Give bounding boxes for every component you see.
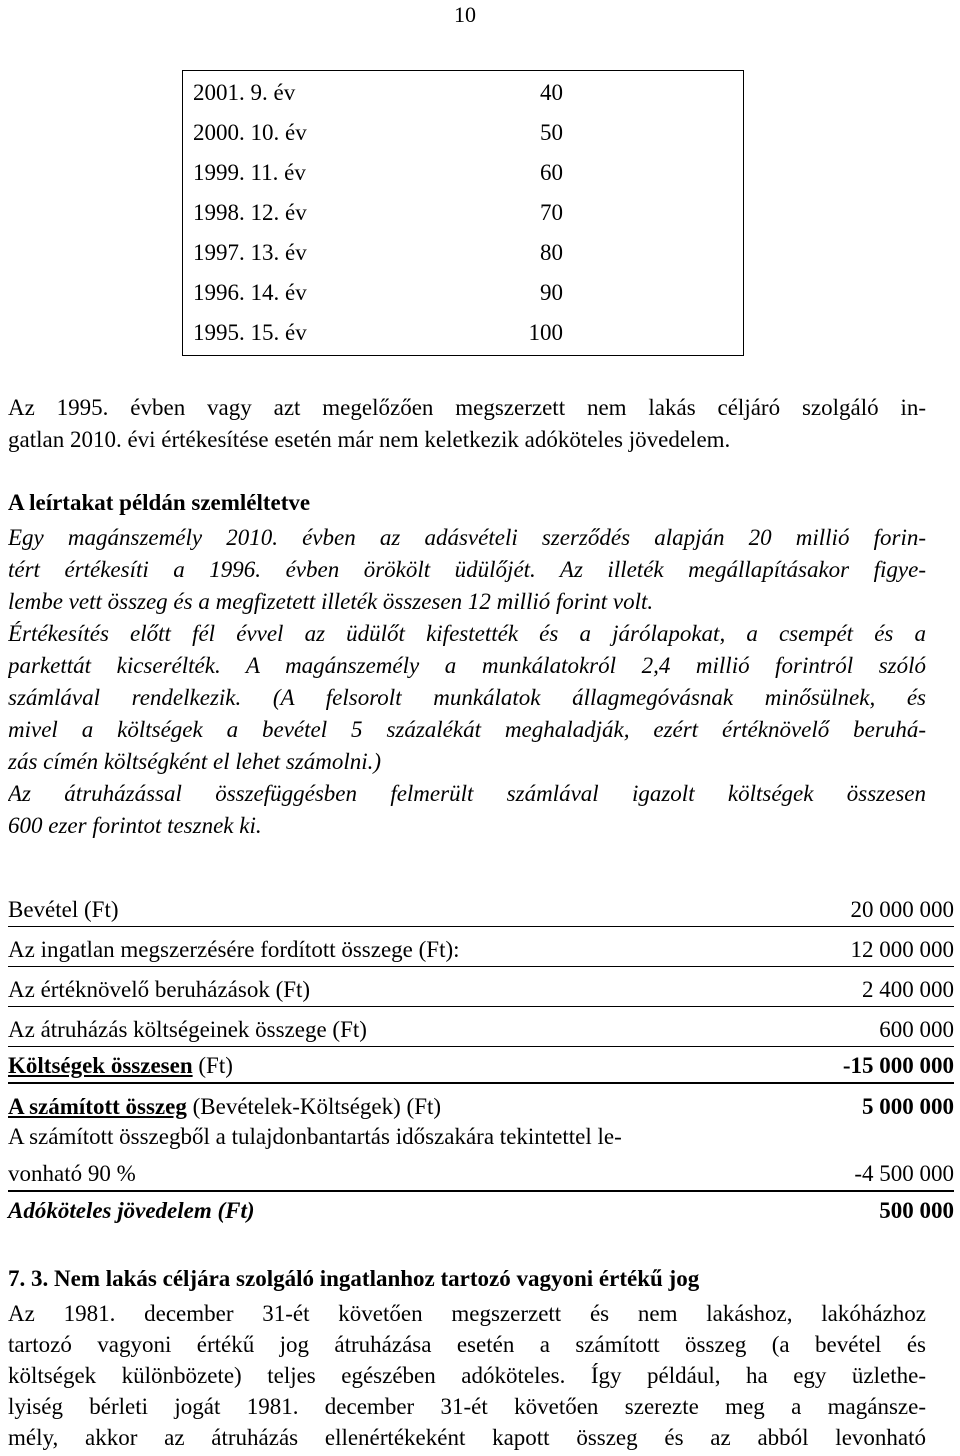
total-costs-row xyxy=(8,1047,954,1084)
year-table-value: 70 xyxy=(540,200,563,225)
improvement-row xyxy=(8,967,954,1007)
computed-label-rest: (Bevételek-Költségek) (Ft) xyxy=(186,1094,442,1119)
example-line: számlával rendelkezik. (A felsorolt munkálatok állagmegóvásnak minősülnek, és xyxy=(8,685,926,710)
year-table-row xyxy=(183,153,743,193)
intro-line-2: gatlan 2010. évi értékesítése esetén már nem keletkezik adóköteles jövedelem. xyxy=(8,427,731,452)
total-costs-label-bold: Költségek összesen xyxy=(8,1053,193,1078)
transfer-cost-label: Az átruházás költségeinek összege (Ft) xyxy=(8,1017,367,1042)
year-table-row xyxy=(183,73,743,113)
transfer-cost-value: 600 000 xyxy=(879,1017,954,1042)
example-line: lembe vett összeg és a megfizetett illeték összesen 12 millió forint volt. xyxy=(8,589,654,614)
taxable-income-row xyxy=(8,1198,954,1228)
deduction-label-1: A számított összegből a tulajdonbantartás időszakára tekintettel le- xyxy=(8,1124,622,1149)
year-table-value: 90 xyxy=(540,280,563,305)
computed-label-bold: A számított összeg xyxy=(8,1094,187,1119)
taxable-income-label: Adóköteles jövedelem (Ft) xyxy=(8,1198,255,1223)
year-table-label: 2000. 10. év xyxy=(193,120,307,145)
year-table-row xyxy=(183,273,743,313)
total-costs-label xyxy=(8,1053,233,1079)
revenue-value: 20 000 000 xyxy=(850,897,954,922)
transfer-cost-row xyxy=(8,1007,954,1047)
year-table-label: 2001. 9. év xyxy=(193,80,296,105)
example-line: Egy magánszemély 2010. évben az adásvételi szerződés alapján 20 millió forin- xyxy=(8,525,926,550)
section-line: mély, akkor az átruházás ellenértékeként kapott összeg és az abból levonható xyxy=(8,1425,926,1450)
total-costs-label-rest: (Ft) xyxy=(192,1053,233,1078)
example-line: parkettát kicserélték. A magánszemély a munkálatokról 2,4 millió forintról szóló xyxy=(8,653,926,678)
year-table-label: 1998. 12. év xyxy=(193,200,307,225)
year-table-row xyxy=(183,233,743,273)
improvement-label: Az értéknövelő beruházások (Ft) xyxy=(8,977,311,1002)
computed-row xyxy=(8,1094,954,1124)
year-table-row xyxy=(183,193,743,233)
year-table-label: 1996. 14. év xyxy=(193,280,307,305)
deduction-label-2: vonható 90 % xyxy=(8,1161,136,1186)
example-heading: A leírtakat példán szemléltetve xyxy=(8,490,311,515)
example-line: tért értékesíti a 1996. évben örökölt üdülőjét. Az illeték megállapításakor figye- xyxy=(8,557,926,582)
deduction-value: -4 500 000 xyxy=(854,1161,954,1186)
total-costs-value: -15 000 000 xyxy=(842,1053,954,1078)
year-table-label: 1995. 15. év xyxy=(193,320,307,345)
year-table-label: 1997. 13. év xyxy=(193,240,307,265)
example-line: Értékesítés előtt fél évvel az üdülőt kifestették és a járólapokat, a csempét és a xyxy=(8,621,926,646)
taxable-income-value: 500 000 xyxy=(879,1198,954,1223)
year-table-label: 1999. 11. év xyxy=(193,160,306,185)
section-line: Az 1981. december 31-ét követően megszerzett és nem lakáshoz, lakóházhoz xyxy=(8,1301,926,1326)
year-table-value: 40 xyxy=(540,80,563,105)
intro-line-1: Az 1995. évben vagy azt megelőzően megszerzett nem lakás céljáró szolgáló in- xyxy=(8,395,926,420)
example-line: zás címén költségként el lehet számolni.) xyxy=(8,749,382,774)
computed-label xyxy=(8,1094,441,1120)
improvement-value: 2 400 000 xyxy=(862,977,954,1002)
year-table-row xyxy=(183,113,743,153)
section-line: lyiség bérleti jogát 1981. december 31-ét követően szerezte meg a magánsze- xyxy=(8,1394,926,1419)
computed-value: 5 000 000 xyxy=(862,1094,954,1119)
example-line: mivel a költségek a bevétel 5 százalékát meghaladják, ezért értéknövelő beruhá- xyxy=(8,717,926,742)
example-body xyxy=(8,522,926,842)
year-percentage-table xyxy=(182,70,744,356)
page-number: 10 xyxy=(454,2,476,27)
section-line: költségek különbözete) teljes egészében adóköteles. Így például, ha egy üzlethe- xyxy=(8,1363,926,1388)
year-table-row xyxy=(183,313,743,353)
section-body xyxy=(8,1298,926,1453)
acquisition-row xyxy=(8,927,954,967)
year-table-value: 80 xyxy=(540,240,563,265)
year-table-value: 60 xyxy=(540,160,563,185)
intro-paragraph xyxy=(8,392,926,456)
acquisition-value: 12 000 000 xyxy=(850,937,954,962)
section-title: 7. 3. Nem lakás céljára szolgáló ingatlanhoz tartozó vagyoni értékű jog xyxy=(8,1266,700,1291)
year-table-value: 50 xyxy=(540,120,563,145)
year-table-value: 100 xyxy=(528,320,563,345)
example-line: Az átruházással összefüggésben felmerült számlával igazolt költségek összesen xyxy=(8,781,926,806)
example-line: 600 ezer forintot tesznek ki. xyxy=(8,813,262,838)
revenue-label: Bevétel (Ft) xyxy=(8,897,119,922)
acquisition-label: Az ingatlan megszerzésére fordított összege (Ft): xyxy=(8,937,460,962)
section-line: tartozó vagyoni értékű jog átruházása esetén a számított összeg (a bevétel és xyxy=(8,1332,926,1357)
revenue-row xyxy=(8,886,954,927)
deduction-row xyxy=(8,1124,954,1192)
